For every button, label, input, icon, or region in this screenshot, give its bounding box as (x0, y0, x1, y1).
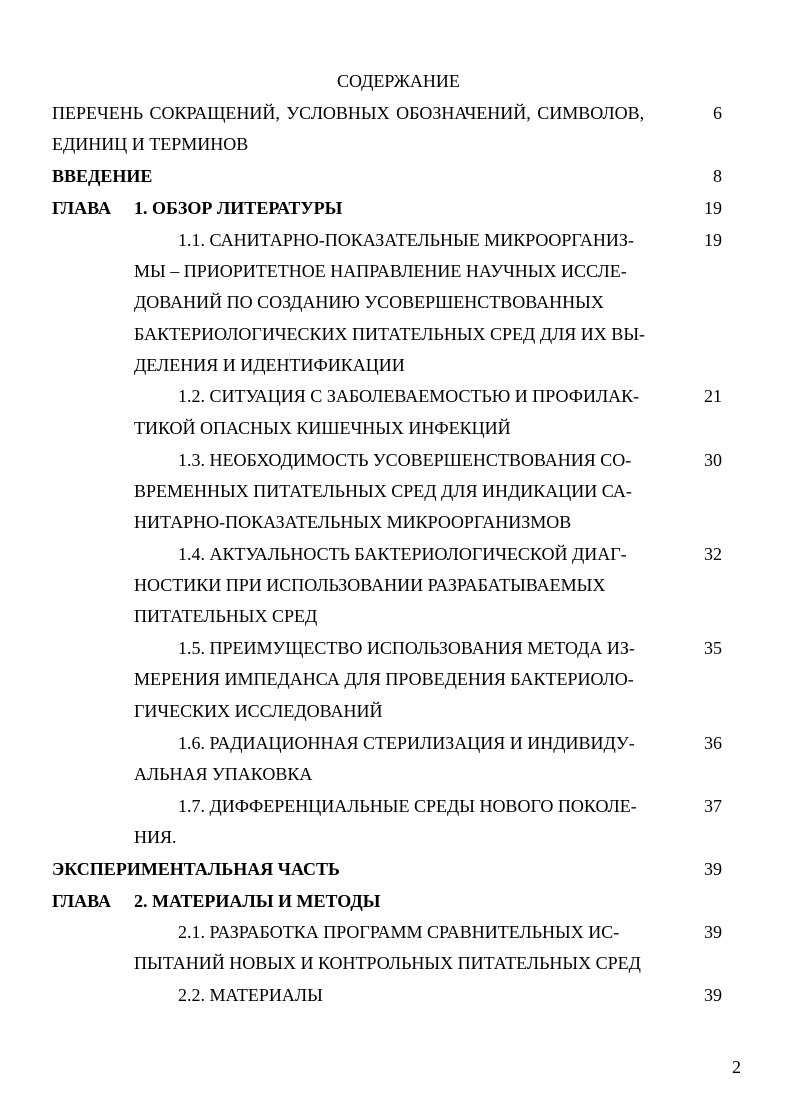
toc-line: НОСТИКИ ПРИ ИСПОЛЬЗОВАНИИ РАЗРАБАТЫВАЕМЫХ (134, 575, 606, 595)
toc-line: 2.1. РАЗРАБОТКА ПРОГРАММ СРАВНИТЕЛЬНЫХ ИС- (178, 922, 620, 942)
toc-page-number: 8 (713, 166, 722, 186)
toc-page-number: 32 (704, 544, 722, 564)
toc-page-number: 39 (704, 985, 722, 1005)
toc-line: ВВЕДЕНИЕ (52, 166, 153, 186)
toc-line: 1.4. АКТУАЛЬНОСТЬ БАКТЕРИОЛОГИЧЕСКОЙ ДИАГ- (178, 544, 627, 564)
toc-page-number: 39 (704, 859, 722, 879)
toc-line: ДЕЛЕНИЯ И ИДЕНТИФИКАЦИИ (134, 355, 405, 375)
toc-chapter-label: ГЛАВА (52, 891, 112, 911)
toc-line: НИТАРНО-ПОКАЗАТЕЛЬНЫХ МИКРООРГАНИЗМОВ (134, 512, 572, 532)
toc-page-number: 39 (704, 922, 722, 942)
toc-line: 1. ОБЗОР ЛИТЕРАТУРЫ (134, 198, 343, 218)
toc-line: ПЕРЕЧЕНЬ СОКРАЩЕНИЙ, УСЛОВНЫХ ОБОЗНАЧЕНИЙ, СИМВОЛОВ, (52, 103, 645, 123)
toc-line: НИЯ. (134, 827, 177, 847)
toc-page-number: 35 (704, 638, 722, 658)
toc-page-number: 37 (704, 796, 722, 816)
toc-line: ПЫТАНИЙ НОВЫХ И КОНТРОЛЬНЫХ ПИТАТЕЛЬНЫХ СРЕД (134, 953, 641, 973)
toc-line: 1.7. ДИФФЕРЕНЦИАЛЬНЫЕ СРЕДЫ НОВОГО ПОКОЛЕ- (178, 796, 637, 816)
toc-line: 1.2. СИТУАЦИЯ С ЗАБОЛЕВАЕМОСТЬЮ И ПРОФИЛАК- (178, 386, 640, 406)
toc-chapter-label: ГЛАВА (52, 198, 112, 218)
toc-page-number: 21 (704, 386, 722, 406)
toc-line: ПИТАТЕЛЬНЫХ СРЕД (134, 606, 318, 626)
toc-line: 2. МАТЕРИАЛЫ И МЕТОДЫ (134, 891, 381, 911)
toc-line: 1.3. НЕОБХОДИМОСТЬ УСОВЕРШЕНСТВОВАНИЯ СО- (178, 450, 632, 470)
toc-page-number: 30 (704, 450, 722, 470)
toc-page-number: 19 (704, 230, 722, 250)
toc-line: АЛЬНАЯ УПАКОВКА (134, 764, 313, 784)
toc-line: МЕРЕНИЯ ИМПЕДАНСА ДЛЯ ПРОВЕДЕНИЯ БАКТЕРИОЛО- (134, 669, 634, 689)
toc-line: 1.6. РАДИАЦИОННАЯ СТЕРИЛИЗАЦИЯ И ИНДИВИДУ- (178, 733, 635, 753)
toc-line: БАКТЕРИОЛОГИЧЕСКИХ ПИТАТЕЛЬНЫХ СРЕД ДЛЯ ИХ ВЫ- (134, 324, 646, 344)
toc-line: 1.5. ПРЕИМУЩЕСТВО ИСПОЛЬЗОВАНИЯ МЕТОДА ИЗ- (178, 638, 635, 658)
page-title: СОДЕРЖАНИЕ (337, 71, 460, 91)
toc-line: 1.1. САНИТАРНО-ПОКАЗАТЕЛЬНЫЕ МИКРООРГАНИЗ- (178, 230, 634, 250)
toc-page-number: 6 (713, 103, 722, 123)
toc-line: ДОВАНИЙ ПО СОЗДАНИЮ УСОВЕРШЕНСТВОВАННЫХ (134, 292, 604, 312)
toc-page-number: 19 (704, 198, 722, 218)
toc-page-number: 36 (704, 733, 722, 753)
toc-line: ЭКСПЕРИМЕНТАЛЬНАЯ ЧАСТЬ (52, 859, 340, 879)
toc-line: ЕДИНИЦ И ТЕРМИНОВ (52, 134, 249, 154)
toc-line: ГИЧЕСКИХ ИССЛЕДОВАНИЙ (134, 701, 383, 721)
toc-line: МЫ – ПРИОРИТЕТНОЕ НАПРАВЛЕНИЕ НАУЧНЫХ ИССЛЕ- (134, 261, 627, 281)
toc-line: ТИКОЙ ОПАСНЫХ КИШЕЧНЫХ ИНФЕКЦИЙ (134, 418, 511, 438)
page-number: 2 (732, 1057, 741, 1077)
toc-line: 2.2. МАТЕРИАЛЫ (178, 985, 323, 1005)
toc-line: ВРЕМЕННЫХ ПИТАТЕЛЬНЫХ СРЕД ДЛЯ ИНДИКАЦИИ СА- (134, 481, 632, 501)
